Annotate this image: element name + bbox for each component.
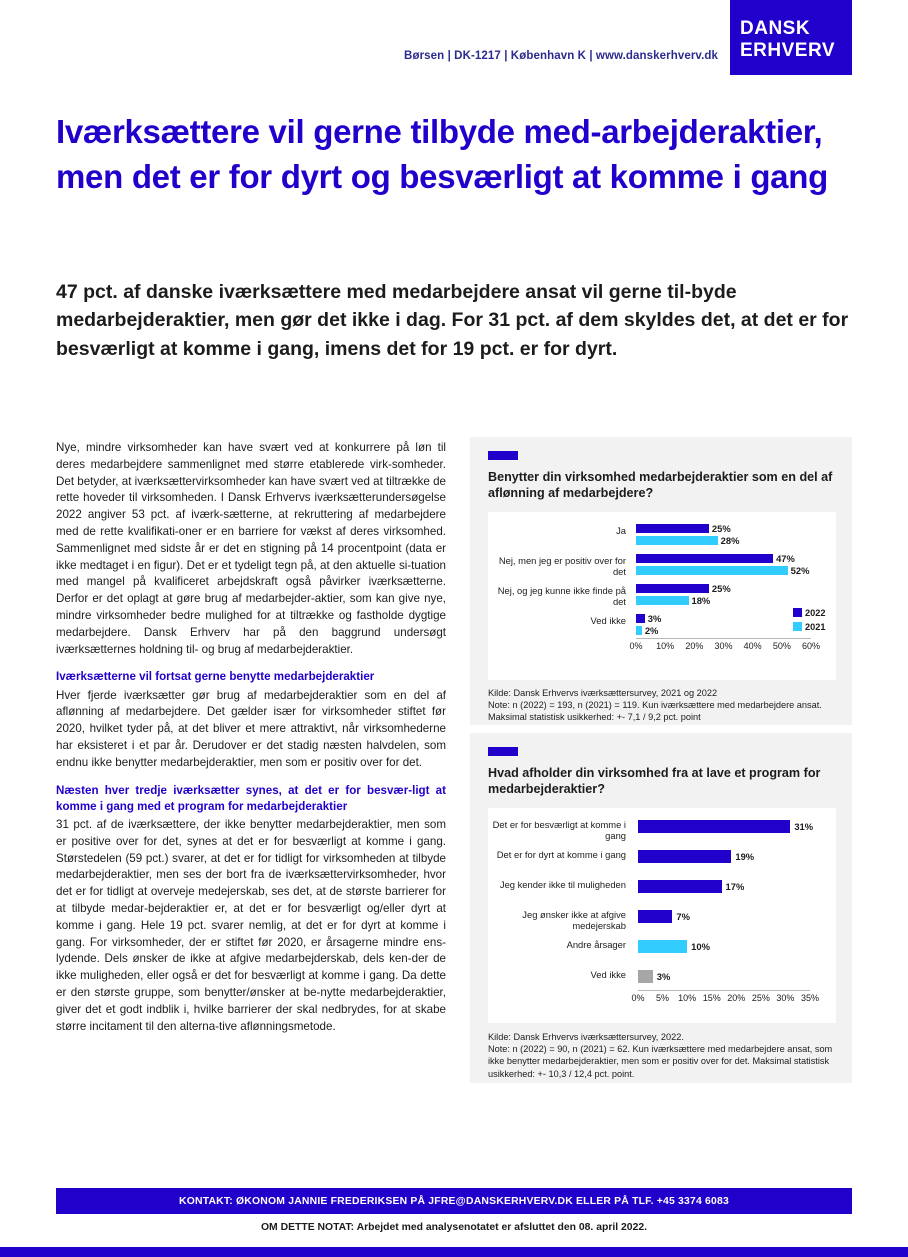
logo-line-2: ERHVERV (740, 40, 836, 61)
footer-strip (0, 1247, 908, 1257)
chart-2-x-tick: 0% (631, 993, 645, 1003)
chart-2-bar-value: 10% (691, 941, 710, 952)
chart-1-title: Benytter din virksomhed medarbejderaktier som en del af aflønning af medarbejdere? (488, 470, 833, 501)
chart-1-bar (636, 524, 709, 533)
chart-panel-2 (470, 733, 852, 1083)
panel-accent-bar (488, 451, 518, 460)
chart-2-category-label: Jeg kender ikke til muligheden (499, 879, 626, 890)
chart-1-x-tick: 10% (656, 641, 675, 651)
chart-1-bar-value: 3% (647, 613, 662, 624)
chart-1-x-tick: 40% (743, 641, 762, 651)
chart-1-x-axis (636, 638, 811, 639)
chart-2-category-label: Andre årsager (566, 939, 626, 950)
chart-2-category-label: Jeg ønsker ikke at afgive medejerskab (522, 909, 626, 932)
chart-2-x-tick: 35% (800, 993, 819, 1003)
chart-2-source-line: Kilde: Dansk Erhvervs iværksættersurvey, 2022. (488, 1032, 684, 1042)
chart-2-note-line: Note: n (2022) = 90, n (2021) = 62. Kun iværksættere med medarbejdere ansat, som ikke benytter medarbejderaktier, men som er positiv over for det. Maksimal statistisk usikkerhed: +- 10,3 / 12,4 pct. point. (488, 1044, 833, 1079)
chart-1-legend-label: 2021 (805, 622, 826, 632)
chart-2-x-tick: 25% (751, 993, 770, 1003)
paragraph-1: Nye, mindre virksomheder kan have svært ved at konkurrere på løn til deres medarbejdere sammenlignet med større etablerede virk-somheder. Det betyder, at iværksættervirksomheder kan have svært ved at tiltrække de rette hoveder til virksomheden. I Dansk Erhvervs iværksætterundersøgelse 2022 angiver 53 pct. af iværk-sætterne, at rekruttering af medarbejdere med de rette kvalifikati-oner er en barriere for vækst af deres virksomhed. Sammenlignet med sidste år er det en stigning på 14 procentpoint (data er ikke medtaget i en figur). Det er et tydeligt tegn på, at den aktuelle si-tuation med mangel på kvalificeret arbejdskraft også påvirker iværksætterne. Derfor er det oplagt at gøre brug af medarbejder-aktier, som kan give nye, mindre virksomheder bedre mulighed for at tiltrække og fastholde dygtige medarbejdere. Dansk Erhverv har på den baggrund undersøgt iværksætternes holdning til- og brug af medarbejderaktier. (56, 441, 446, 656)
chart-2-bar (638, 940, 687, 953)
chart-1-x-tick: 30% (714, 641, 733, 651)
chart-1-bar-value: 28% (720, 534, 740, 546)
chart-2-source (488, 1031, 838, 1080)
article-body (56, 440, 446, 1046)
chart-1-bar-value: 47% (776, 553, 795, 564)
page-title: Iværksættere vil gerne tilbyde med-arbejderaktier, men det er for dyrt og besværligt at komme i gang (56, 113, 828, 195)
chart-1-bar-value: 2% (644, 624, 659, 636)
panel-accent-bar (488, 747, 518, 756)
chart-1-bar (636, 566, 788, 575)
chart-1-legend-label: 2022 (805, 608, 826, 618)
chart-1-bar (636, 626, 642, 635)
chart-2-x-axis (638, 990, 810, 991)
chart-1-source (488, 687, 838, 724)
chart-1-category-label: Ja (616, 525, 626, 536)
chart-1-bar (636, 596, 689, 605)
chart-2-category-label: Det er for dyrt at komme i gang (496, 849, 626, 860)
chart-2-plot (488, 808, 836, 1023)
page-header (0, 0, 908, 90)
chart-2-bar-value: 19% (735, 851, 755, 862)
chart-1-bar-value: 25% (711, 583, 731, 594)
chart-1-x-tick: 60% (801, 641, 820, 651)
chart-1-bar (636, 554, 773, 563)
chart-1-note-line: Note: n (2022) = 193, n (2021) = 119. Kun iværksættere med medarbejdere ansat. Maksimal statistisk usikkerhed: +- 7,1 / 9,2 pct. point (488, 700, 822, 723)
chart-2-bar (638, 850, 731, 863)
chart-2-bar (638, 880, 722, 893)
chart-1-x-tick: 0% (629, 641, 643, 651)
page-subtitle: 47 pct. af danske iværksættere med medarbejdere ansat vil gerne til-byde medarbejderaktier, men gør det ikke i dag. For 31 pct. af dem skyldes det, at det er for besværligt at komme i gang, imens det for 19 pct. er for dyrt. (56, 281, 849, 360)
chart-2-x-tick: 5% (656, 993, 670, 1003)
chart-1-bar (636, 536, 718, 545)
section-heading-2: Næsten hver tredje iværksætter synes, at det er for besvær-ligt at komme i gang med et program for medarbejderaktier (56, 783, 446, 813)
chart-1-bar-value: 52% (790, 564, 810, 576)
chart-2-bar-value: 17% (725, 881, 745, 892)
chart-2-category-label: Ved ikke (590, 969, 626, 980)
chart-1-bar (636, 614, 645, 623)
dansk-erhverv-logo (730, 0, 852, 75)
chart-2-title: Hvad afholder din virksomhed fra at lave et program for medarbejderaktier? (488, 766, 821, 797)
section-heading-1: Iværksætterne vil fortsat gerne benytte medarbejderaktier (56, 670, 375, 684)
paragraph-3: 31 pct. af de iværksættere, der ikke benytter medarbejderaktier, men som er positive over for det, synes at det er for besværligt at komme i gang. Størstedelen (59 pct.) svarer, at det er for tidligt for virksomheden at tilbyde medarbejderaktier, men ses der bort fra de iværksættervirksomheder, hvor det er for tidligt at overveje medejerskab, ses det, at de største barrierer for at tilbyde medar-bejderaktier er, at det er for besværligt og/eller dyrt at komme i gang. Hele 19 pct. svarer nemlig, at det er for dyrt at komme i gang. For virksomheder, der er stiftet før 2020, er årsagerne mindre ens-lydende. Dels ønsker de ikke at afgive medarbejderskab, dels ken-der de ikke muligheden, eller også er det for besværligt at komme i gang. Da dette er den største gruppe, som benytter/ønsker at be-nytte medarbejderaktier, giver det et godt indblik i, hvilke barrierer der skal nedbrydes, for at skabe større incitament til den alterna-tive aflønningsmetode. (56, 818, 446, 1033)
chart-1-category-label: Nej, og jeg kunne ikke finde på det (497, 585, 626, 608)
chart-2-bar-value: 31% (794, 821, 814, 832)
chart-1-category-label: Ved ikke (590, 615, 626, 626)
chart-1-bar-value: 18% (691, 594, 711, 606)
chart-1-category-label: Nej, men jeg er positiv over for det (498, 555, 626, 578)
chart-2-x-tick: 30% (776, 993, 795, 1003)
header-address: Børsen | DK-1217 | København K | www.danskerhverv.dk (404, 50, 718, 62)
paragraph-2: Hver fjerde iværksætter gør brug af medarbejderaktier som en del af aflønning af medarbejdere. Det gælder især for virksomheder stiftet før 2020, hvilket tyder på, at det bliver et mere attraktivt, når virksomhederne har eksisteret i et par år. Derudover er det stadig næsten halvdelen, som endnu ikke benytter medarbejderaktier, men som er positiv over for det. (56, 688, 446, 769)
chart-2-x-tick: 15% (702, 993, 721, 1003)
chart-1-legend-swatch (793, 608, 802, 617)
chart-1-bar-value: 25% (711, 523, 731, 534)
chart-2-bar-value: 7% (676, 911, 690, 922)
chart-1-legend-swatch (793, 622, 802, 631)
chart-2-bar-value: 3% (656, 971, 671, 982)
chart-1-plot (488, 512, 836, 680)
footer-contact-bar: KONTAKT: ØKONOM JANNIE FREDERIKSEN PÅ JFRE@DANSKERHVERV.DK ELLER PÅ TLF. +45 3374 6083 (56, 1188, 852, 1214)
chart-1-x-tick: 50% (772, 641, 791, 651)
chart-2-category-label: Det er for besværligt at komme i gang (492, 819, 626, 842)
chart-2-x-tick: 10% (678, 993, 697, 1003)
chart-1-bar (636, 584, 709, 593)
chart-panel-1 (470, 437, 852, 725)
logo-line-1: DANSK (740, 18, 811, 39)
chart-2-x-tick: 20% (727, 993, 746, 1003)
chart-2-bar (638, 910, 672, 923)
chart-1-source-line: Kilde: Dansk Erhvervs iværksættersurvey, 2021 og 2022 (488, 688, 718, 698)
chart-2-bar (638, 970, 653, 983)
footer-note: OM DETTE NOTAT: Arbejdet med analysenotatet er afsluttet den 08. april 2022. (260, 1222, 648, 1233)
chart-2-bar (638, 820, 790, 833)
chart-1-x-tick: 20% (685, 641, 704, 651)
